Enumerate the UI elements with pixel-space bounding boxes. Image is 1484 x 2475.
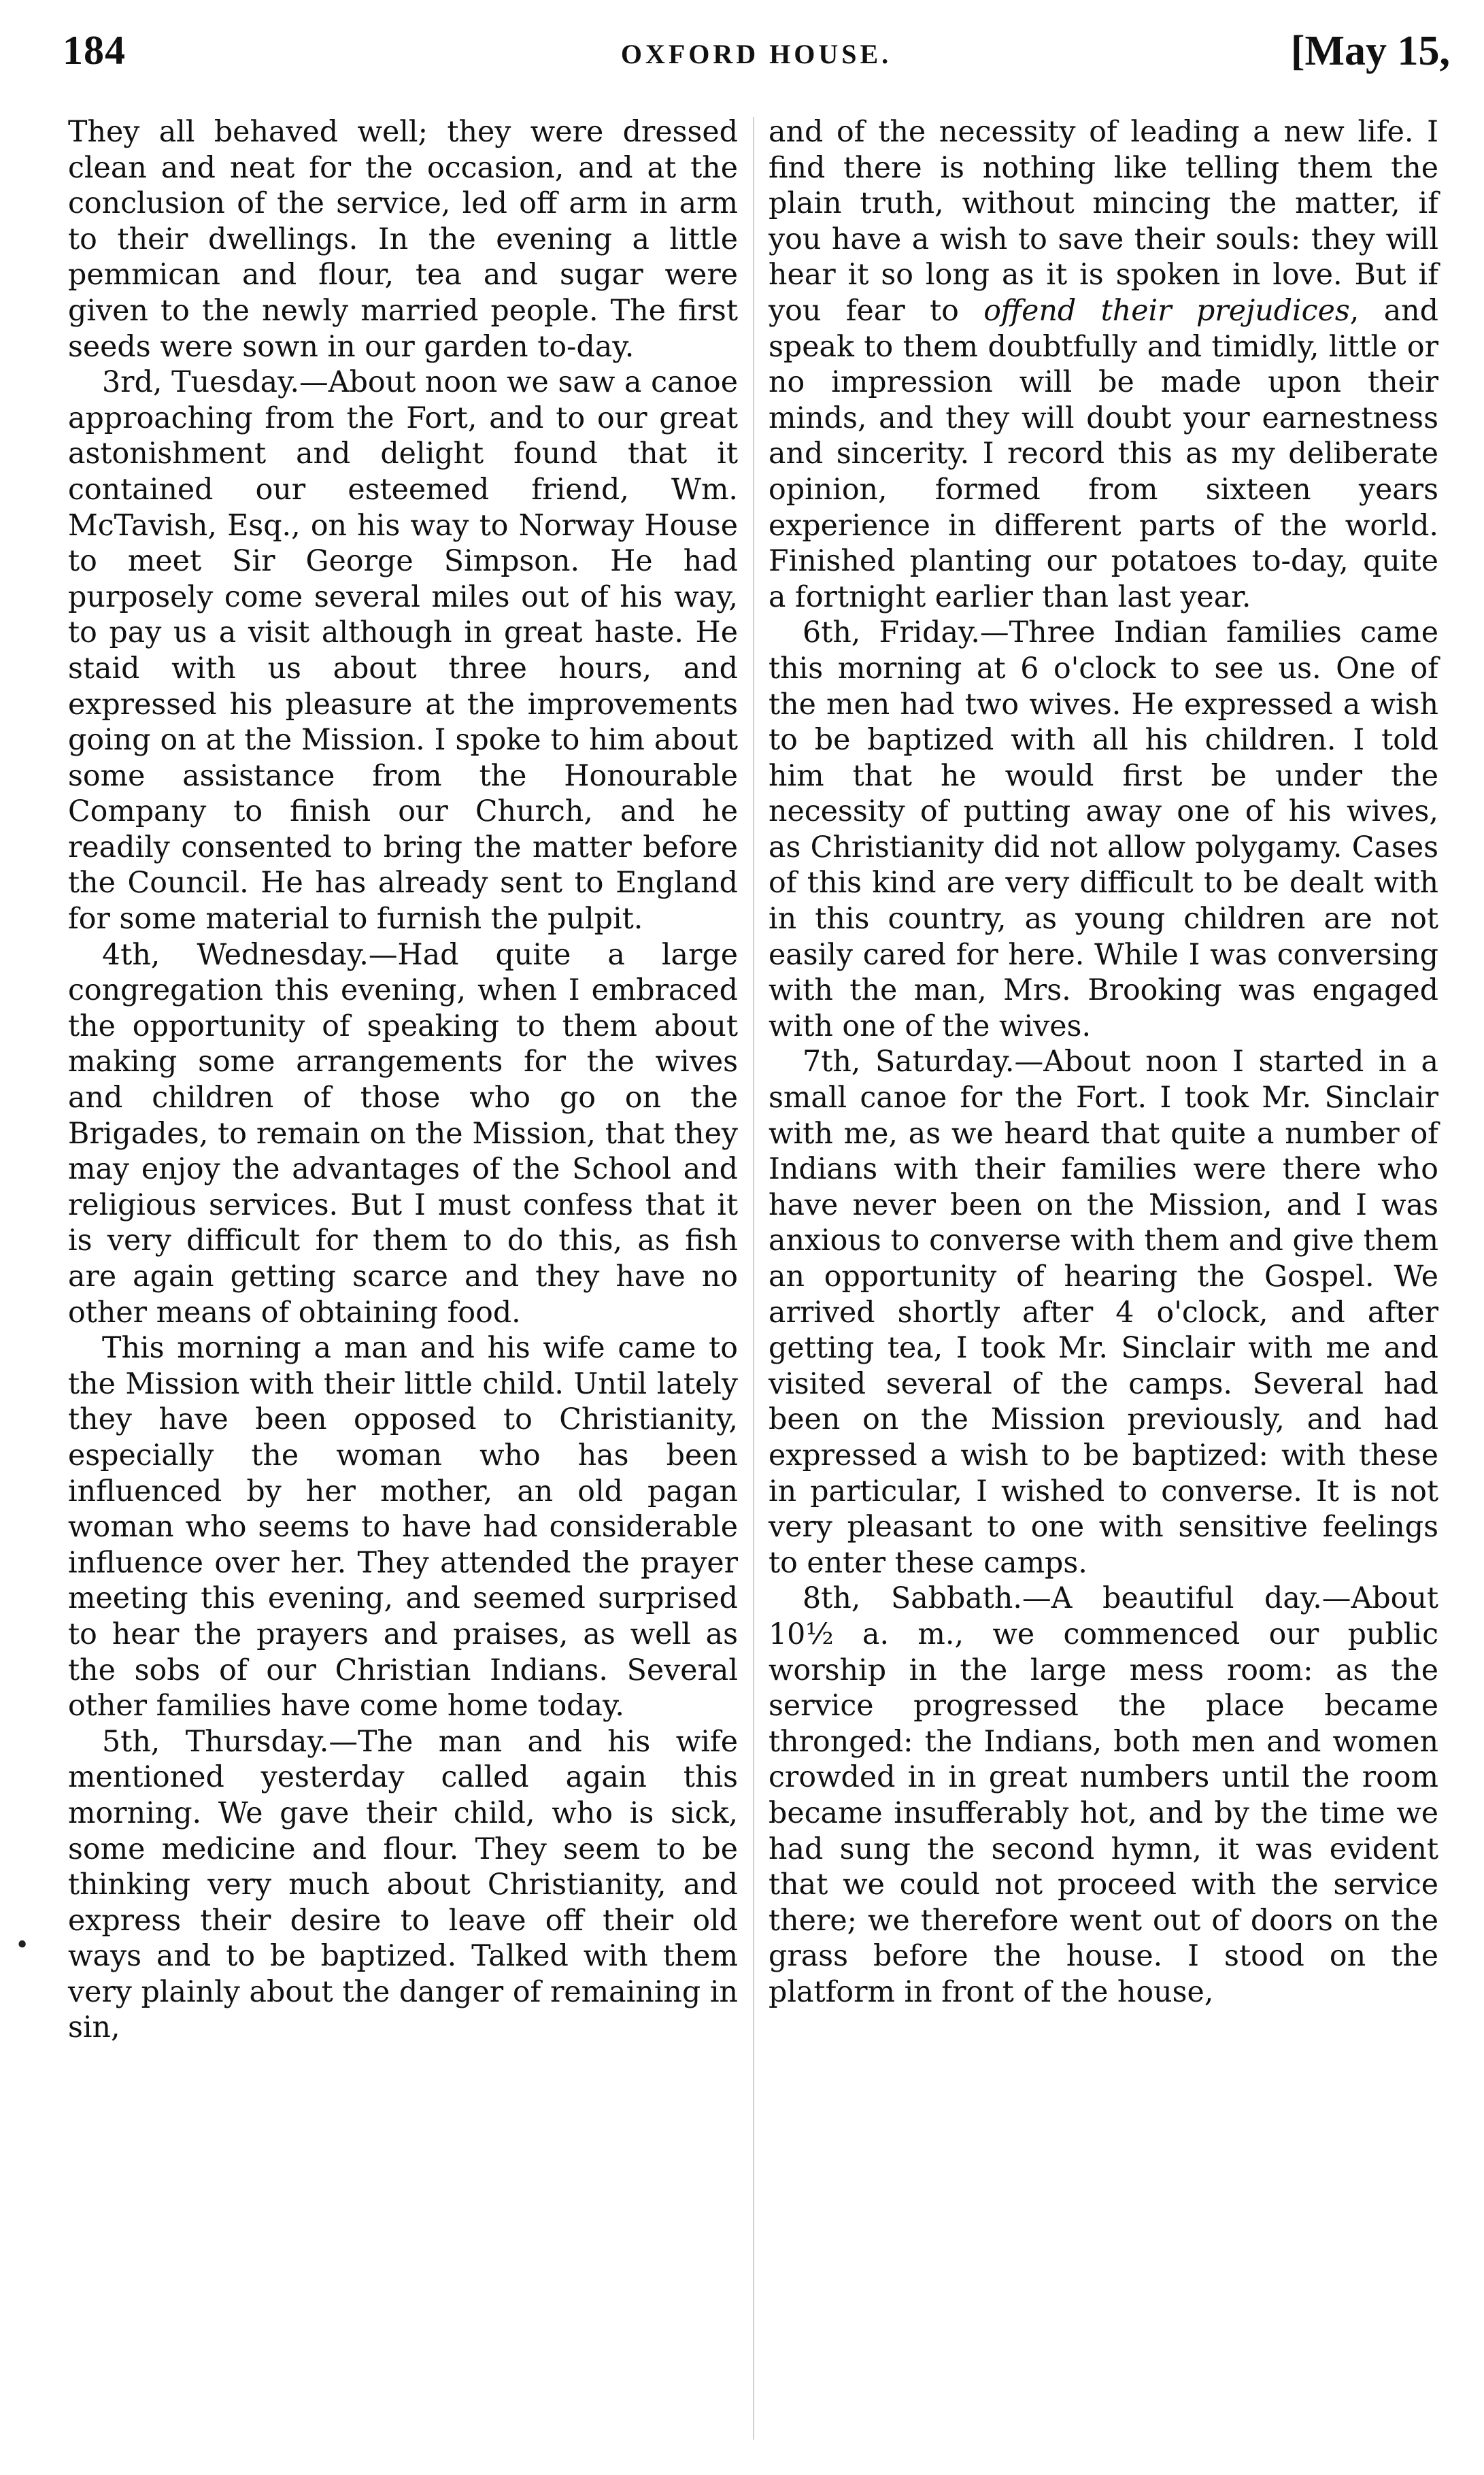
left-column: [68, 114, 738, 2046]
left-paragraph-5: 5th, Thursday.—The man and his wife mentioned yesterday called again this morning. We gave their child, who is sick, some medicine and flour. They seem to be thinking very much about Christianity, and express their desire to leave off their old ways and to be baptized. Talked with them very plainly about the danger of remaining in sin,: [68, 1724, 738, 2045]
left-paragraph-2: 3rd, Tuesday.—About noon we saw a canoe approaching from the Fort, and to our great astonishment and delight found that it contained our esteemed friend, Wm. McTavish, Esq., on his way to Norway House to meet Sir George Simpson. He had purposely come several miles out of his way, to pay us a visit although in great haste. He staid with us about three hours, and expressed his pleasure at the improvements going on at the Mission. I spoke to him about some assistance from the Honourable Company to finish our Church, and he readily consented to bring the matter before the Council. He has already sent to England for some material to furnish the pulpit.: [68, 365, 738, 937]
right-paragraph-1-text-b: , and speak to them doubtfully and timidly, little or no impression will be made upon their minds, and they will doubt your earnestness and sincerity. I record this as my deliberate opinion, formed from sixteen years experience in different parts of the world. Finished planting our potatoes to-day, quite a fortnight earlier than last year.: [769, 293, 1438, 614]
left-paragraph-1: They all behaved well; they were dressed clean and neat for the occasion, and at the conclusion of the service, led off arm in arm to their dwellings. In the evening a little pemmican and flour, tea and sugar were given to the newly married people. The first seeds were sown in our garden to-day.: [68, 115, 738, 364]
right-paragraph-1-text-a: and of the necessity of leading a new life. I find there is nothing like telling them the plain truth, without mincing the matter, if you have a wish to save their souls: they will hear it so long as it is spoken in love. But if you fear to: [769, 115, 1438, 328]
issue-date: [May 15,: [1290, 28, 1450, 74]
right-column: [769, 114, 1438, 2010]
margin-mark: •: [15, 1932, 30, 1959]
running-title: OXFORD HOUSE.: [620, 39, 892, 69]
column-divider: [753, 117, 754, 2440]
right-paragraph-1-italic: offend their prejudices: [983, 293, 1350, 328]
page-header: [63, 27, 1450, 88]
right-paragraph-4: 8th, Sabbath.—A beautiful day.—About 10½ a. m., we commenced our public worship in the large mess room: as the service progressed the place became thronged: the Indians, both men and women crowded in in great numbers until the room became insufferably hot, and by the time we had sung the second hymn, it was evident that we could not proceed with the service there; we therefore went out of doors on the grass before the house. I stood on the platform in front of the house,: [769, 1581, 1438, 2009]
left-paragraph-4: This morning a man and his wife came to the Mission with their little child. Until lately they have been opposed to Christianity, especially the woman who has been influenced by her mother, an old pagan woman who seems to have had considerable influence over her. They attended the prayer meeting this evening, and seemed surprised to hear the prayers and praises, as well as the sobs of our Christian Indians. Several other families have come home today.: [68, 1331, 738, 1723]
right-paragraph-3: 7th, Saturday.—About noon I started in a small canoe for the Fort. I took Mr. Sinclair with me, as we heard that quite a number of Indians with their families were there who have never been on the Mission, and I was anxious to converse with them and give them an opportunity of hearing the Gospel. We arrived shortly after 4 o'clock, and after getting tea, I took Mr. Sinclair with me and visited several of the camps. Several had been on the Mission previously, and had expressed a wish to be baptized: with these in particular, I wished to converse. It is not very pleasant to one with sensitive feelings to enter these camps.: [769, 1045, 1438, 1580]
page-number: 184: [63, 28, 126, 73]
left-paragraph-3: 4th, Wednesday.—Had quite a large congregation this evening, when I embraced the opportunity of speaking to them about making some arrangements for the wives and children of those who go on the Brigades, to remain on the Mission, that they may enjoy the advantages of the School and religious services. But I must confess that it is very difficult for them to do this, as fish are again getting scarce and they have no other means of obtaining food.: [68, 937, 738, 1330]
right-paragraph-1: [769, 114, 1438, 615]
right-paragraph-2: 6th, Friday.—Three Indian families came this morning at 6 o'clock to see us. One of the men had two wives. He expressed a wish to be baptized with all his children. I told him that he would first be under the necessity of putting away one of his wives, as Christianity did not allow polygamy. Cases of this kind are very difficult to be dealt with in this country, as young children are not easily cared for here. While I was conversing with the man, Mrs. Brooking was engaged with one of the wives.: [769, 616, 1438, 1043]
